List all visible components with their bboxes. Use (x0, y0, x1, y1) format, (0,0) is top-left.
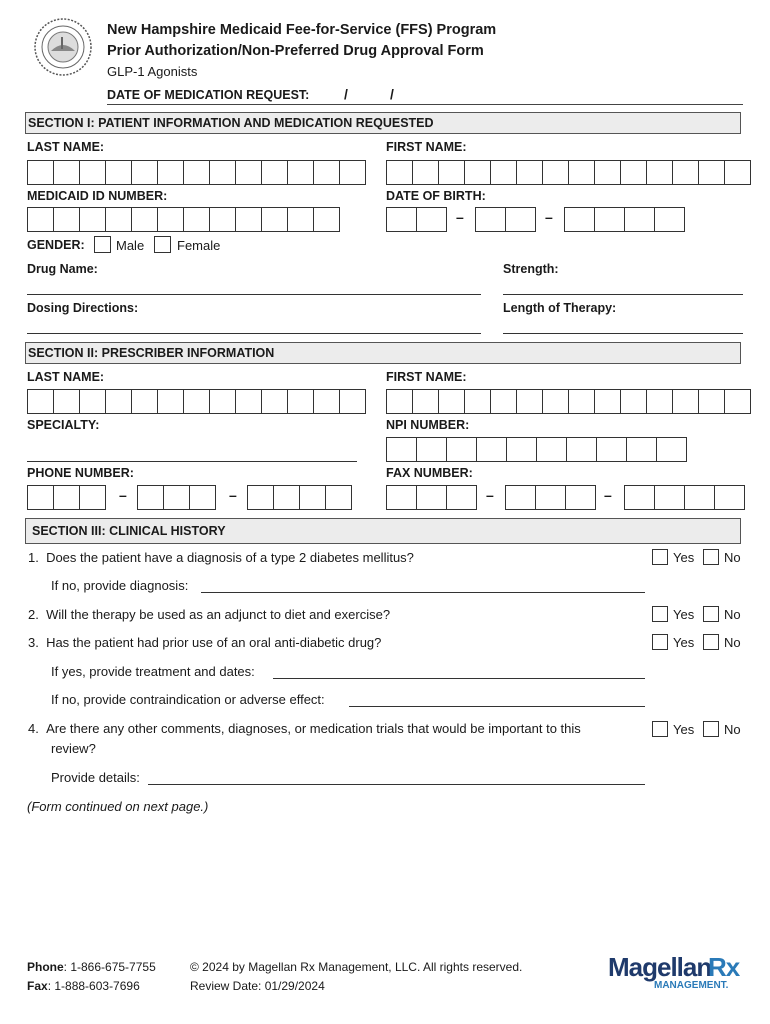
gender-label: GENDER: (27, 238, 85, 252)
prescriber-last-name-field[interactable] (27, 389, 365, 414)
section-1-header: SECTION I: PATIENT INFORMATION AND MEDICATION REQUESTED (25, 112, 741, 134)
q2-no-label: No (724, 607, 741, 622)
q3-no-label: No (724, 635, 741, 650)
fax-label: FAX NUMBER: (386, 466, 473, 480)
fax-dash-2: – (604, 487, 612, 503)
prescriber-first-name-label: FIRST NAME: (386, 370, 467, 384)
specialty-field[interactable] (27, 461, 357, 462)
length-label: Length of Therapy: (503, 301, 617, 315)
fax-dash-1: – (486, 487, 494, 503)
phone-prefix-field[interactable] (137, 485, 215, 510)
male-checkbox[interactable] (94, 236, 111, 253)
logo-sub: MANAGEMENT. (654, 980, 729, 991)
q4-details-field[interactable] (148, 784, 645, 785)
patient-last-name-field[interactable] (27, 160, 365, 185)
footer-review-date: Review Date: 01/29/2024 (190, 979, 325, 993)
length-field[interactable] (503, 333, 743, 334)
footer-phone: : 1-866-675-7755 (63, 960, 156, 974)
fax-line-field[interactable] (624, 485, 744, 510)
question-4-line-2: review? (51, 741, 96, 756)
footer-fax: : 1-888-603-7696 (47, 979, 140, 993)
footer-phone-label: Phone (27, 960, 64, 974)
form-title-2: Prior Authorization/Non-Preferred Drug Approval Form (107, 43, 484, 59)
q4-no-label: No (724, 722, 741, 737)
q3-contraindication-field[interactable] (349, 706, 645, 707)
prescriber-last-name-label: LAST NAME: (27, 370, 105, 384)
patient-first-name-field[interactable] (386, 160, 750, 185)
footer-fax-label: Fax (27, 979, 48, 993)
q3-no-checkbox[interactable] (703, 634, 719, 650)
form-title-1: New Hampshire Medicaid Fee-for-Service (FFS) Program (107, 22, 497, 38)
patient-last-name-label: LAST NAME: (27, 140, 105, 154)
female-checkbox[interactable] (154, 236, 171, 253)
q1-diagnosis-label: If no, provide diagnosis: (51, 578, 189, 593)
q2-yes-label: Yes (673, 607, 695, 622)
q1-no-label: No (724, 550, 741, 565)
state-seal-icon (33, 17, 93, 77)
question-4-line-1: 4. Are there any other comments, diagnoses, or medication trials that would be important to this (28, 721, 581, 736)
logo-main: Magellan (608, 952, 712, 982)
question-3: 3. Has the patient had prior use of an oral anti-diabetic drug? (28, 635, 382, 650)
strength-label: Strength: (503, 262, 559, 276)
footer-copyright: © 2024 by Magellan Rx Management, LLC. All rights reserved. (190, 960, 523, 974)
date-slash-1: / (344, 86, 348, 102)
patient-first-name-label: FIRST NAME: (386, 140, 467, 154)
q1-yes-checkbox[interactable] (652, 549, 668, 565)
footer-legal (190, 958, 522, 996)
phone-line-field[interactable] (247, 485, 351, 510)
phone-label: PHONE NUMBER: (27, 466, 134, 480)
q3-contraindication-label: If no, provide contraindication or adverse effect: (51, 692, 325, 707)
q1-diagnosis-field[interactable] (201, 592, 645, 593)
q4-yes-label: Yes (673, 722, 695, 737)
phone-dash-2: – (229, 487, 237, 503)
npi-label: NPI NUMBER: (386, 418, 470, 432)
male-label: Male (116, 238, 145, 253)
section-3-header: SECTION III: CLINICAL HISTORY (25, 518, 741, 544)
q4-details-label: Provide details: (51, 770, 140, 785)
magellan-logo (608, 952, 743, 996)
form-subtitle: GLP-1 Agonists (107, 64, 198, 79)
dob-day-field[interactable] (475, 207, 535, 232)
fax-prefix-field[interactable] (505, 485, 595, 510)
header-rule (107, 104, 743, 105)
medicaid-id-label: MEDICAID ID NUMBER: (27, 189, 168, 203)
npi-field[interactable] (386, 437, 686, 462)
q2-no-checkbox[interactable] (703, 606, 719, 622)
q3-yes-label: Yes (673, 635, 695, 650)
q1-no-checkbox[interactable] (703, 549, 719, 565)
question-2: 2. Will the therapy be used as an adjunct to diet and exercise? (28, 607, 391, 622)
section-2-header: SECTION II: PRESCRIBER INFORMATION (25, 342, 741, 364)
q3-yes-checkbox[interactable] (652, 634, 668, 650)
q4-yes-checkbox[interactable] (652, 721, 668, 737)
dob-dash-1: – (456, 209, 464, 225)
prescriber-first-name-field[interactable] (386, 389, 750, 414)
dob-label: DATE OF BIRTH: (386, 189, 486, 203)
fax-area-field[interactable] (386, 485, 476, 510)
continued-note: (Form continued on next page.) (27, 799, 209, 814)
specialty-label: SPECIALTY: (27, 418, 100, 432)
strength-field[interactable] (503, 294, 743, 295)
dob-year-field[interactable] (564, 207, 684, 232)
dosing-label: Dosing Directions: (27, 301, 139, 315)
q1-yes-label: Yes (673, 550, 695, 565)
q3-treatment-label: If yes, provide treatment and dates: (51, 664, 255, 679)
q2-yes-checkbox[interactable] (652, 606, 668, 622)
dob-dash-2: – (545, 209, 553, 225)
female-label: Female (177, 238, 221, 253)
logo-rx: Rx (708, 952, 740, 982)
footer-contact (27, 958, 156, 996)
date-request-label: DATE OF MEDICATION REQUEST: (107, 88, 310, 102)
dosing-field[interactable] (27, 333, 481, 334)
q4-no-checkbox[interactable] (703, 721, 719, 737)
dob-month-field[interactable] (386, 207, 446, 232)
drug-name-label: Drug Name: (27, 262, 98, 276)
medicaid-id-field[interactable] (27, 207, 339, 232)
phone-area-field[interactable] (27, 485, 105, 510)
date-slash-2: / (390, 86, 394, 102)
q3-treatment-field[interactable] (273, 678, 645, 679)
drug-name-field[interactable] (27, 294, 481, 295)
phone-dash-1: – (119, 487, 127, 503)
question-1: 1. Does the patient have a diagnosis of a type 2 diabetes mellitus? (28, 550, 414, 565)
